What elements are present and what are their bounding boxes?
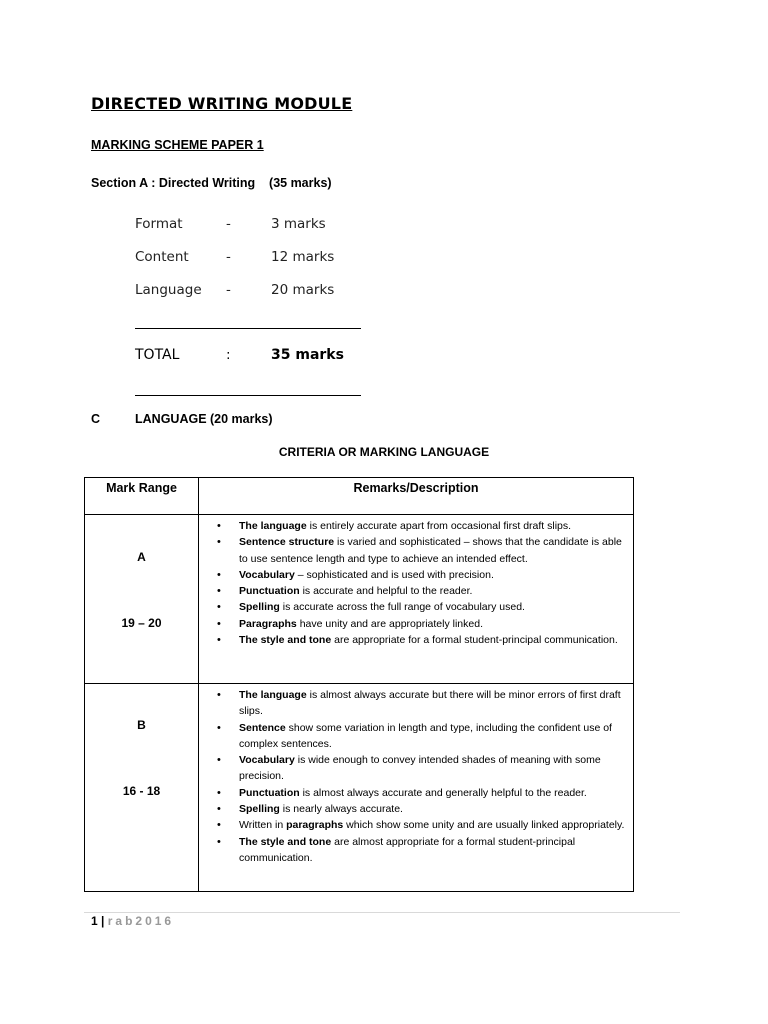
grade-range: 19 – 20	[121, 616, 162, 630]
list-item: • Vocabulary is wide enough to convey intended shades of meaning with some precision.	[239, 752, 629, 785]
marks-language-label: Language	[135, 282, 202, 298]
marks-format-value: 3 marks	[271, 216, 326, 232]
mark-range-cell	[85, 684, 199, 892]
grade-letter: A	[137, 550, 146, 564]
marks-content-dash: -	[226, 249, 231, 265]
marks-format-dash: -	[226, 216, 231, 232]
criteria-table	[84, 477, 634, 892]
marks-content-value: 12 marks	[271, 249, 335, 265]
table-row	[85, 515, 634, 684]
remarks-cell	[199, 515, 634, 684]
header-remarks: Remarks/Description	[199, 478, 634, 515]
criteria-list	[199, 687, 629, 866]
list-item: • Paragraphs have unity and are appropriately linked.	[239, 616, 629, 632]
list-item: • Vocabulary – sophisticated and is used with precision.	[239, 567, 629, 583]
table-row	[85, 684, 634, 892]
mark-range-cell	[85, 515, 199, 684]
marks-language-dash: -	[226, 282, 231, 298]
divider-bottom	[135, 395, 361, 396]
list-item: • The language is entirely accurate apart from occasional first draft slips.	[239, 518, 629, 534]
list-item: • Sentence show some variation in length and type, including the confident use of complex sentences.	[239, 720, 629, 753]
grade-letter: B	[137, 718, 146, 732]
total-separator: :	[226, 347, 231, 363]
list-item: • Spelling is accurate across the full range of vocabulary used.	[239, 599, 629, 615]
footer-separator: |	[101, 914, 105, 928]
marks-format-label: Format	[135, 216, 183, 232]
list-item: • The style and tone are almost appropriate for a formal student-principal communication.	[239, 834, 629, 867]
list-item: • Written in paragraphs which show some unity and are usually linked appropriately.	[239, 817, 629, 833]
language-letter: C	[91, 412, 101, 426]
remarks-cell	[199, 684, 634, 892]
footer-code: rab2016	[107, 914, 175, 928]
criteria-title: CRITERIA OR MARKING LANGUAGE	[278, 445, 490, 459]
marking-scheme-subtitle: MARKING SCHEME PAPER 1	[91, 138, 264, 152]
total-value: 35 marks	[271, 347, 344, 363]
page-number: 1	[91, 914, 98, 928]
criteria-list	[199, 518, 629, 648]
marks-content-label: Content	[135, 249, 189, 265]
language-heading: LANGUAGE (20 marks)	[135, 412, 273, 426]
list-item: • Punctuation is almost always accurate and generally helpful to the reader.	[239, 785, 629, 801]
list-item: • Spelling is nearly always accurate.	[239, 801, 629, 817]
page-title: DIRECTED WRITING MODULE	[91, 94, 353, 113]
list-item: • Punctuation is accurate and helpful to the reader.	[239, 583, 629, 599]
grade-range: 16 - 18	[122, 784, 161, 798]
header-mark-range: Mark Range	[85, 478, 199, 515]
list-item: • The language is almost always accurate but there will be minor errors of first draft slips.	[239, 687, 629, 720]
list-item: • Sentence structure is varied and sophisticated – shows that the candidate is able to use sentence length and type to achieve an intended effect.	[239, 534, 629, 567]
table-header-row	[85, 478, 634, 515]
footer-divider	[84, 912, 680, 913]
page-footer	[91, 914, 174, 928]
section-heading: Section A : Directed Writing (35 marks)	[91, 176, 332, 190]
divider-top	[135, 328, 361, 329]
list-item: • The style and tone are appropriate for a formal student-principal communication.	[239, 632, 629, 648]
total-label: TOTAL	[135, 347, 180, 363]
marks-language-value: 20 marks	[271, 282, 335, 298]
